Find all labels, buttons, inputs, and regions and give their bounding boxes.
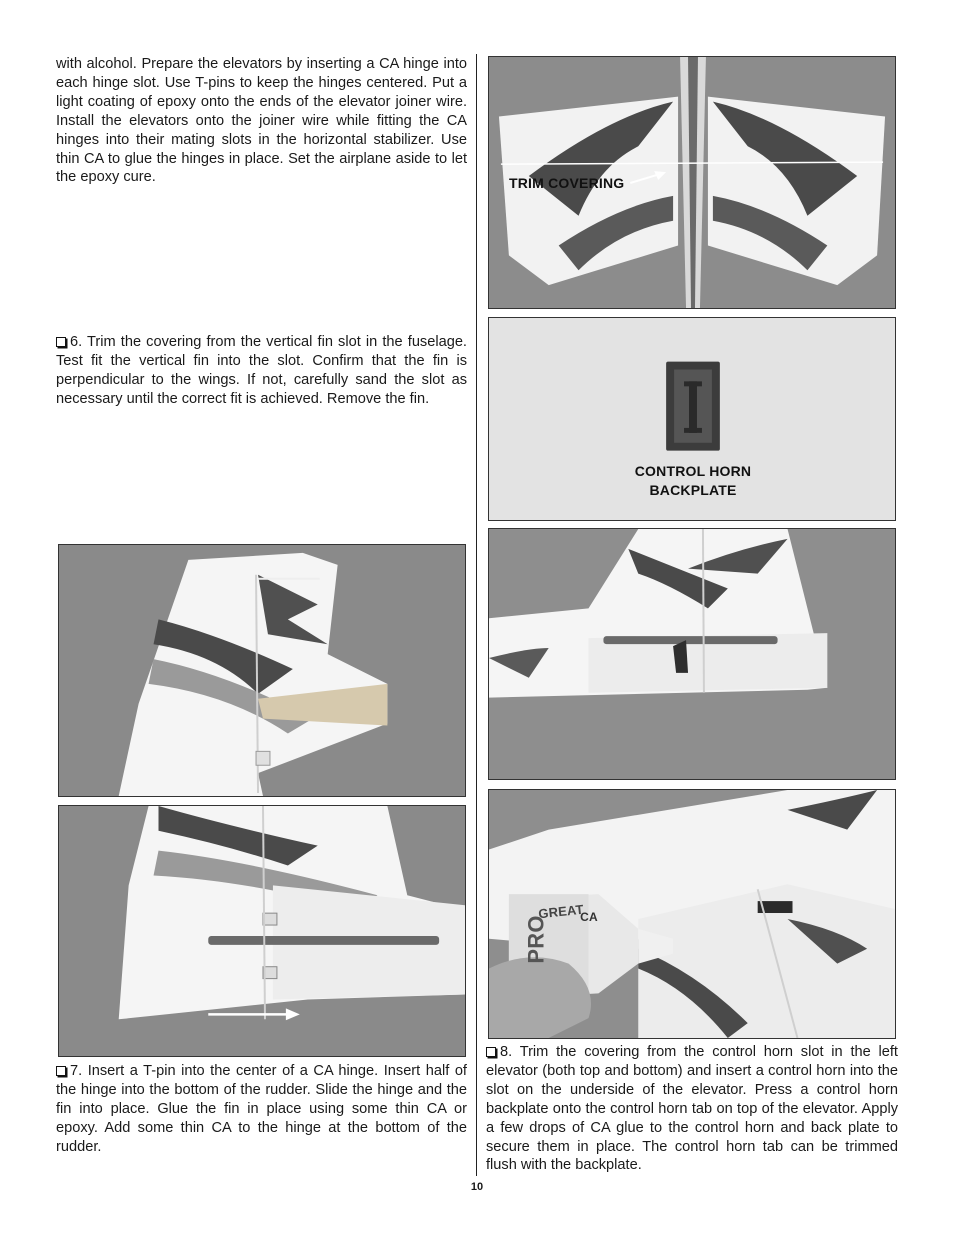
photo-control-horn-underside: [488, 528, 896, 780]
step-8-text: 8. Trim the covering from the control horn slot in the left elevator (both top and bottom) and insert a control horn into the slot on the underside of the elevator. Press a control horn backplate onto the control horn tab on top of the elevator. Apply a few drops of CA glue to the control horn and back plate to secure them in place. The control horn tab can be trimmed flush with the backplate.: [486, 1044, 898, 1174]
step-6-paragraph: [56, 333, 467, 409]
step-6-text: 6. Trim the covering from the vertical fin slot in the fuselage. Test fit the vertical fin into the slot. Confirm that the fin is perpendicular to the wings. If not, carefully sand the slot as necessary until the correct fit is achieved. Remove the fin.: [56, 334, 467, 407]
vertical-fin-image: [59, 545, 465, 796]
photo-tail-trim-covering: [488, 56, 896, 309]
control-horn-underside-image: [489, 529, 895, 779]
checkbox-icon[interactable]: [56, 1066, 66, 1076]
step-7-paragraph: [56, 1062, 467, 1157]
trim-covering-label: TRIM COVERING: [509, 175, 625, 191]
bottle-label-brand-2: PRO: [523, 915, 549, 964]
page-number: 10: [470, 1181, 484, 1193]
photo-fin-installed: [58, 805, 466, 1057]
bottle-label-brand-1: GREAT: [537, 901, 585, 922]
checkbox-icon[interactable]: [56, 337, 66, 347]
bottle-label-brand-3: CA: [580, 910, 598, 924]
photo-vertical-fin: [58, 544, 466, 797]
fin-installed-image: [59, 806, 465, 1056]
step-7-text: 7. Insert a T-pin into the center of a CA hinge. Insert half of the hinge into the bottom of the rudder. Slide the hinge and the fin into place. Glue the fin in place using some thin CA or epoxy. Add some thin CA to the hinge at the bottom of the rudder.: [56, 1063, 467, 1155]
control-horn-label-line2: BACKPLATE: [649, 482, 737, 498]
column-divider: [476, 54, 477, 1176]
photo-control-horn-backplate: [488, 317, 896, 521]
photo-applying-ca: [488, 789, 896, 1039]
control-horn-label-line1: CONTROL HORN: [634, 463, 752, 479]
step-8-paragraph: [486, 1043, 898, 1175]
intro-paragraph: with alcohol. Prepare the elevators by inserting a CA hinge into each hinge slot. Use T-pins to keep the hinges centered. Put a light coating of epoxy onto the ends of the elevator joiner wire. Install the elevators onto the joiner wire while fitting the CA hinges into their mating slots in the horizontal stabilizer. Use thin CA to glue the hinges in place. Set the airplane aside to let the epoxy cure.: [56, 56, 467, 186]
checkbox-icon[interactable]: [486, 1047, 496, 1057]
